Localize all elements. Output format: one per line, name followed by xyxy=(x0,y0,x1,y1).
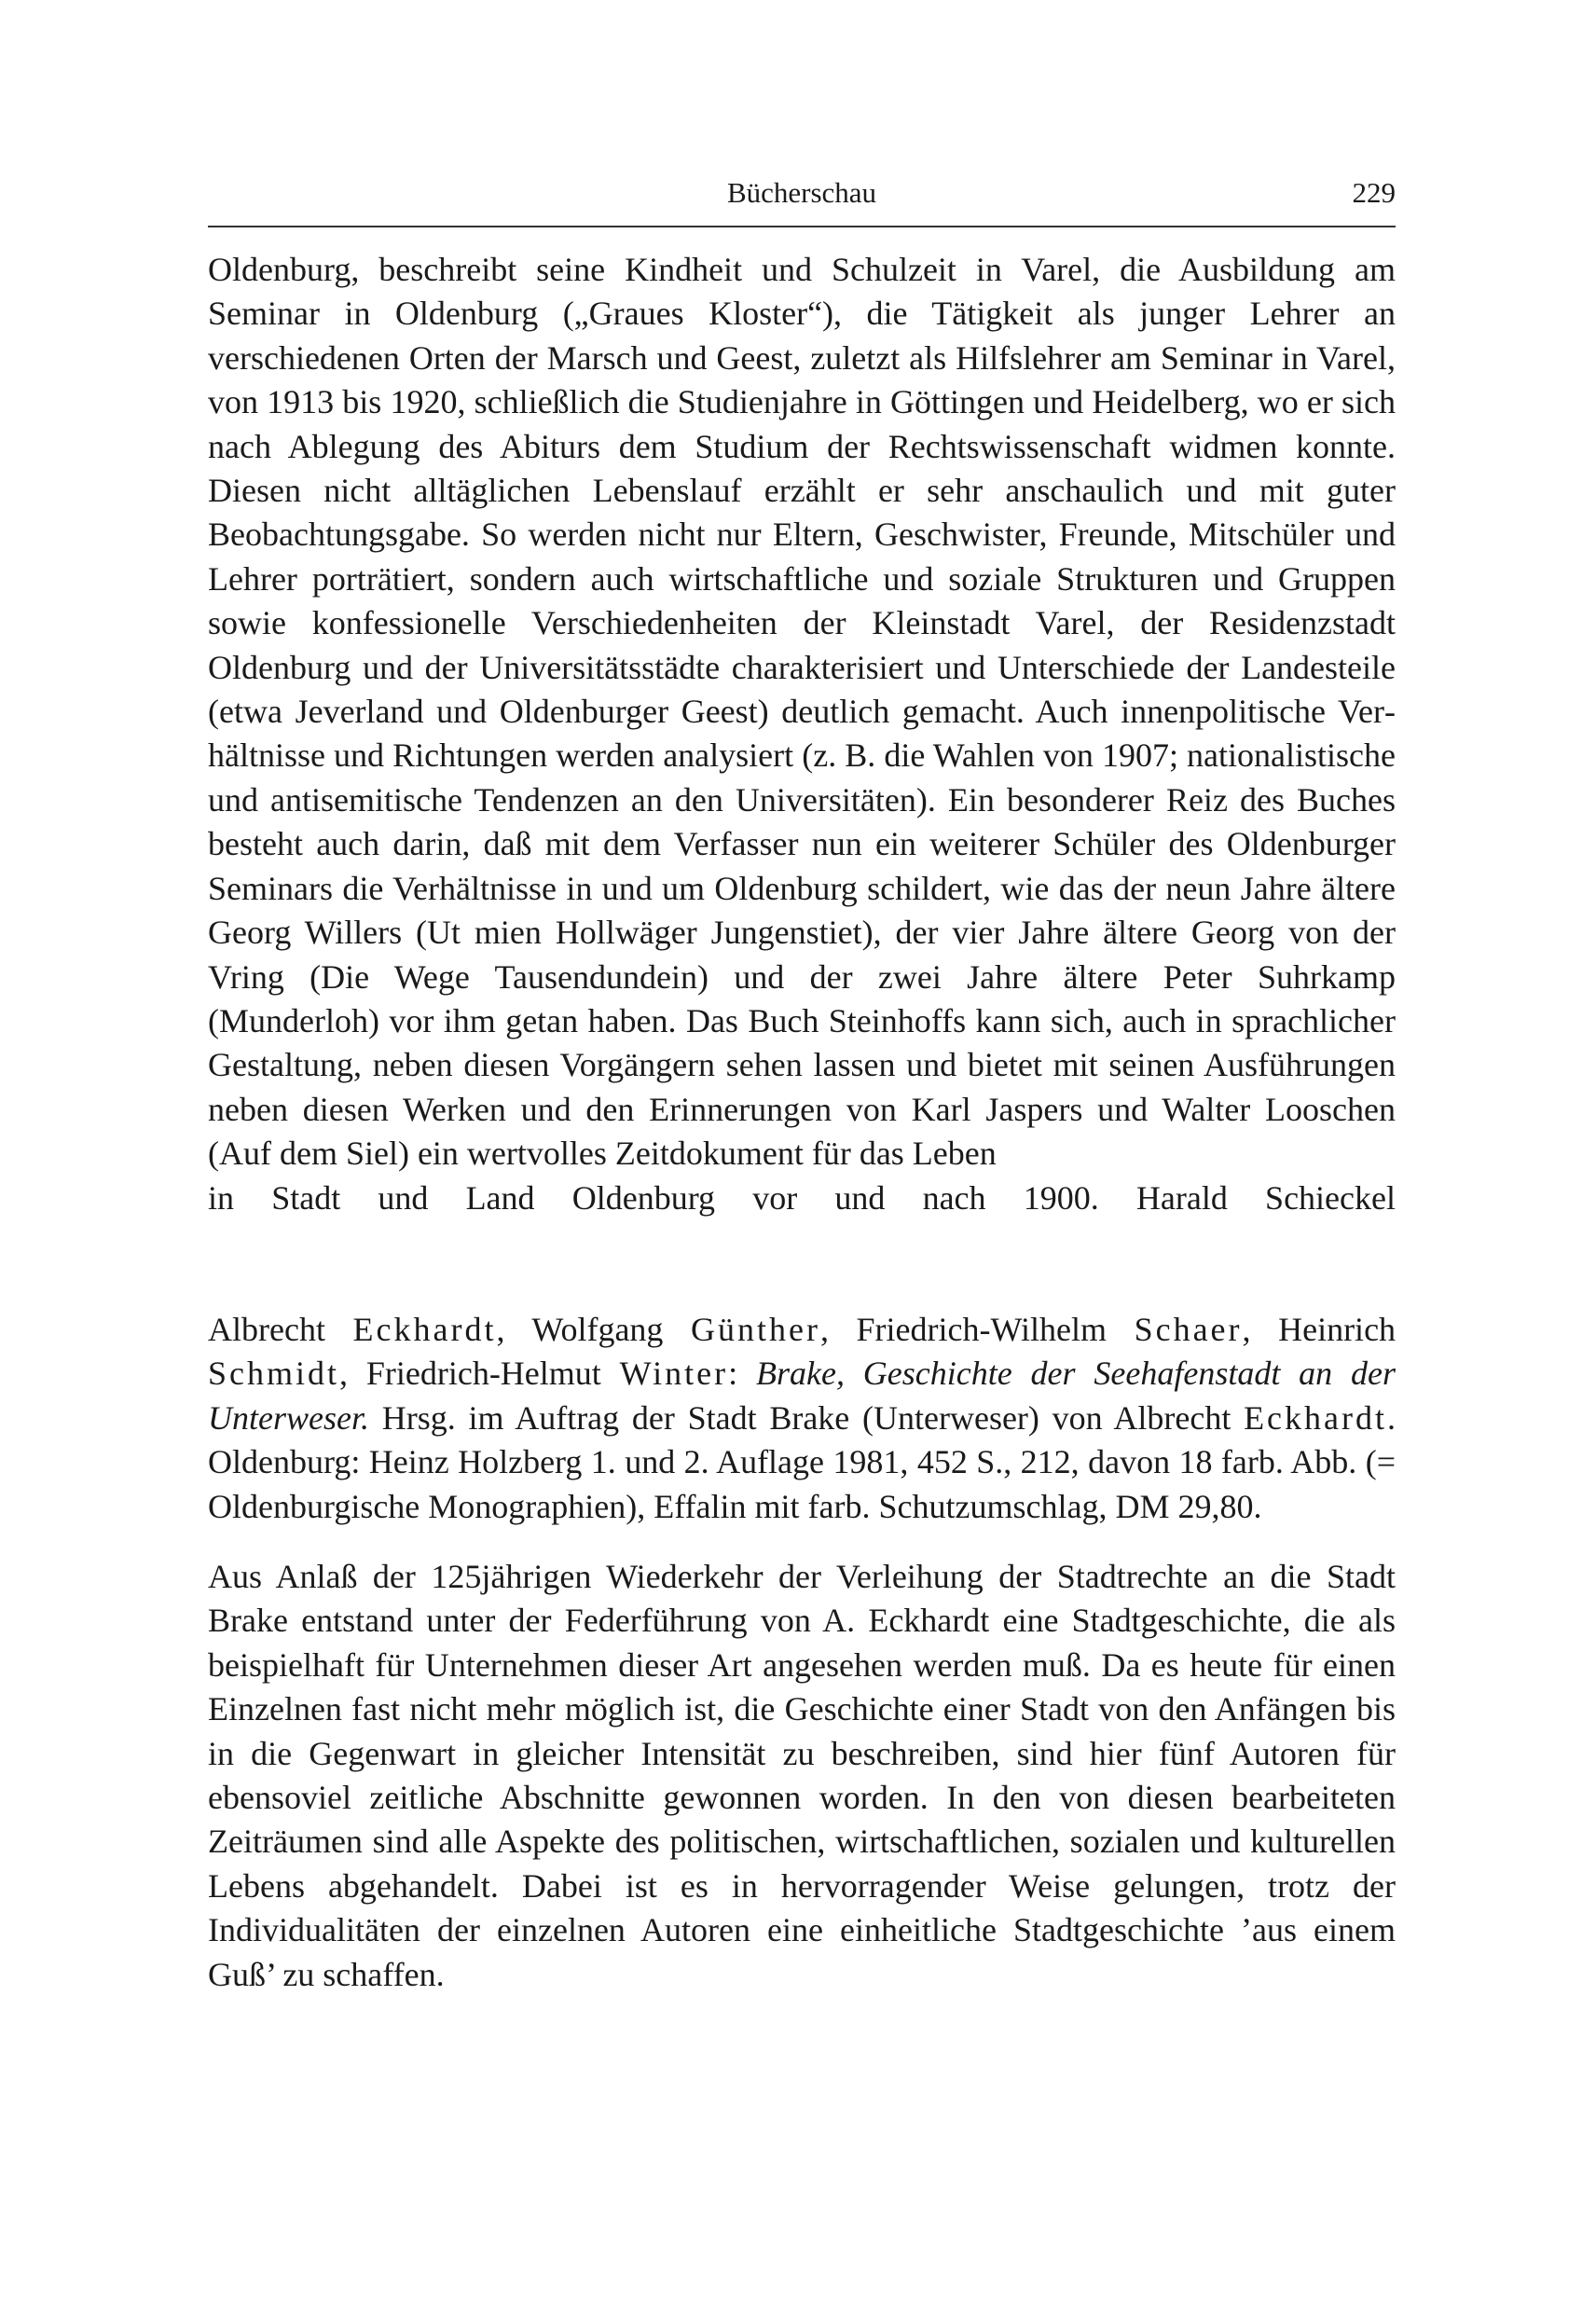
reviewer-name: Harald Schieckel xyxy=(1135,1178,1396,1217)
review-paragraph: Aus Anlaß der 125jährigen Wiederkehr der Verleihung der Stadtrechte an die Stadt Brake entstand unter der Federführung von A. Eckhardt eine Stadtgeschichte, die als beispielhaft für Unternehmen dieser Art angesehen werden muß. Da es heute für einen Einzelnen fast nicht mehr möglich ist, die Geschichte einer Stadt von den Anfängen bis in die Gegenwart in gleicher Intensität zu beschreiben, sind hier fünf Autoren für ebensoviel zeitliche Abschnitte gewonnen worden. In den von diesen bearbeiteten Zeiträumen sind alle Aspekte des politischen, wirtschaftlichen, sozialen und kulturellen Lebens abgehandelt. Dabei ist es in hervorragender Weise gelungen, trotz der Individualitäten der einzelnen Autoren eine einheitliche Stadtgeschichte ’aus einem Guß’ zu schaffen. xyxy=(208,1557,1396,1993)
citation-author-first: Heinrich xyxy=(1278,1310,1396,1348)
document-page xyxy=(208,0,1396,2312)
citation-author-surname: Schaer xyxy=(1134,1310,1243,1348)
review-last-line: in Stadt und Land Oldenburg vor und nach 1900. xyxy=(208,1178,1099,1217)
citation-author-first: Friedrich-Wilhelm xyxy=(856,1310,1108,1348)
page-number: 229 xyxy=(1352,176,1396,209)
citation-publication: Oldenburg: Heinz Holzberg 1. und 2. Auflage 1981, 452 S., 212, davon 18 farb. Abb. (= Oldenburgische Monographien), Effalin mit farb. Schutzumschlag, DM 29,80. xyxy=(208,1443,1396,1525)
citation-editor: Hrsg. im Auftrag der Stadt Brake (Unterweser) von Albrecht xyxy=(381,1398,1231,1437)
citation-author-surname: Eckhardt xyxy=(352,1310,497,1348)
review-continued xyxy=(208,248,1396,1220)
book-citation: Albrecht Eckhardt, Wolfgang Günther, Friedrich-Wilhelm Schaer, Heinrich Schmidt, Friedrich-Helmut Winter: Brake, Geschichte der Seehafenstadt an der Unterweser. Hrsg. im Auftrag der Stadt Brake (Unterweser) von Albrecht Eckhardt. Oldenburg: Heinz Holzberg 1. und 2. Auflage 1981, 452 S., 212, davon 18 farb. Abb. (= Oldenburgische Monographien), Effalin mit farb. Schutzumschlag, DM 29,80. xyxy=(208,1310,1396,1525)
citation-author-surname: Günther xyxy=(691,1310,820,1348)
citation-editor-surname: Eckhardt xyxy=(1244,1398,1387,1437)
citation-author-surname: Winter xyxy=(619,1355,729,1393)
running-head xyxy=(208,172,1396,213)
page-body xyxy=(208,248,1396,1997)
citation-author-first: Albrecht xyxy=(208,1310,325,1348)
citation-author-first: Friedrich-Helmut xyxy=(365,1355,601,1393)
citation-title: Brake, Geschichte der Seehafenstadt an der Unterweser. xyxy=(208,1355,1396,1437)
review-closing-line xyxy=(208,1177,1396,1220)
running-head-title: Bücherschau xyxy=(726,176,877,209)
citation-author-surname: Schmidt xyxy=(208,1355,340,1393)
review-paragraph: Oldenburg, beschreibt seine Kindheit und Schulzeit in Varel, die Ausbildung am Seminar in Oldenburg („Graues Kloster“), die Tätigkeit als junger Lehrer an verschiedenen Orten der Marsch und Geest, zuletzt als Hilfslehrer am Seminar in Varel, von 1913 bis 1920, schließlich die Studienjahre in Göttingen und Heidelberg, wo er sich nach Ablegung des Abiturs dem Studium der Rechtswissenschaft widmen konnte. Diesen nicht alltäglichen Lebenslauf erzählt er sehr anschaulich und mit guter Beobachtungsgabe. So werden nicht nur Eltern, Geschwister, Freunde, Mitschüler und Lehrer porträtiert, sondern auch wirtschaftliche und soziale Strukturen und Gruppen sowie konfessionelle Verschiedenheiten der Kleinstadt Varel, der Residenzstadt Oldenburg und der Universitätsstädte charakterisiert und Unterschiede der Landesteile (etwa Jeverland und Oldenburger Geest) deutlich gemacht. Auch innenpolitische Verhältnisse und Richtungen werden analysiert (z. B. die Wahlen von 1907; nationalistische und antisemitische Tendenzen an den Universitäten). Ein besonderer Reiz des Buches besteht auch darin, daß mit dem Verfasser nun ein weiterer Schüler des Oldenburger Seminars die Verhältnisse in und um Oldenburg schildert, wie das der neun Jahre ältere Georg Willers (Ut mien Hollwäger Jungenstiet), der vier Jahre ältere Georg von der Vring (Die Wege Tausendundein) und der zwei Jahre ältere Peter Suhrkamp (Munderloh) vor ihm getan haben. Das Buch Steinhoffs kann sich, auch in sprachlicher Gestaltung, neben diesen Vorgängern sehen lassen und bietet mit seinen Ausführungen neben diesen Werken und den Erinnerungen von Karl Jaspers und Walter Looschen (Auf dem Siel) ein wertvolles Zeitdokument für das Leben xyxy=(208,251,1396,1173)
header-rule xyxy=(208,226,1396,227)
citation-author-first: Wolfgang xyxy=(531,1310,664,1348)
